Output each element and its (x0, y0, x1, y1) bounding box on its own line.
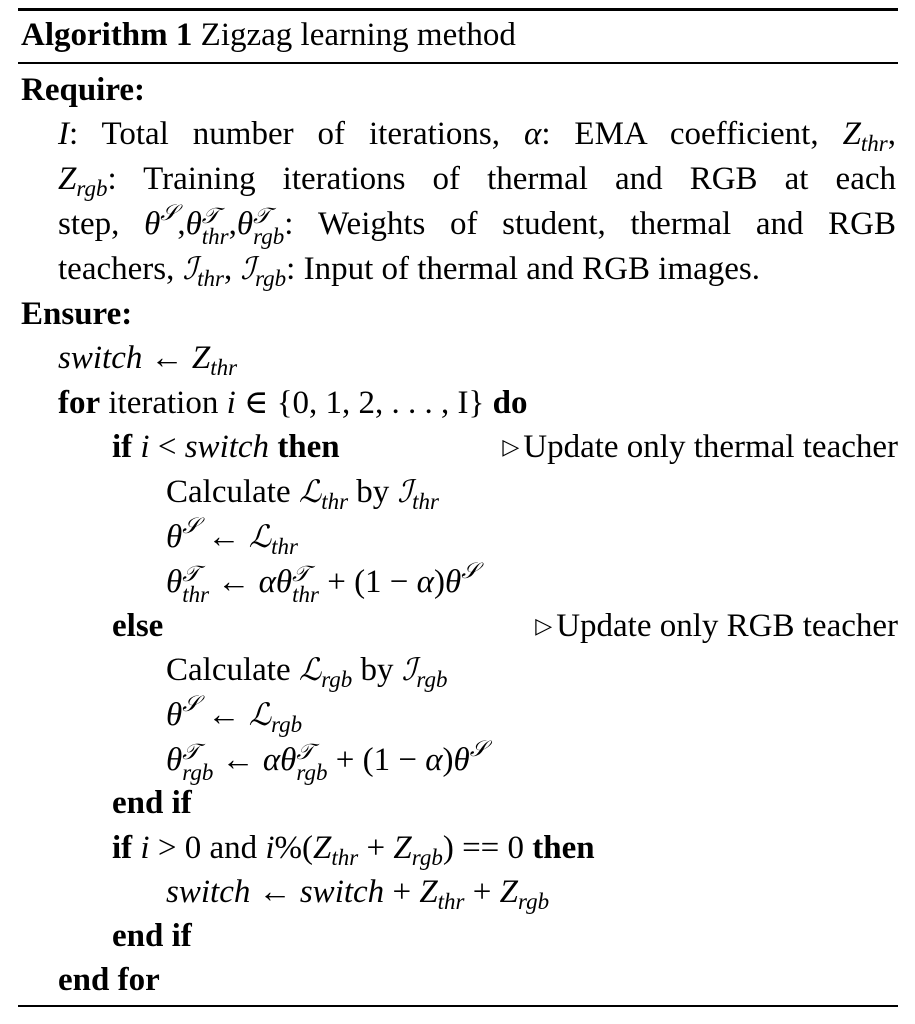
require-desc-I: : Total number of iterations, (69, 116, 501, 152)
ensure-label-line (21, 292, 915, 336)
require-desc-input: : Input of thermal and RGB images. (286, 251, 760, 287)
end-if-line-1 (112, 781, 915, 825)
algorithm-title-line (21, 13, 915, 57)
student-rgb-line: $\theta^𝒮$ ← ℒ$_{rgb}$ (166, 692, 303, 737)
calc-thr-line: Calculate ℒ$_{thr}$ by ℐ$_{thr}$ (166, 474, 439, 514)
kw-calculate-1: Calculate (166, 474, 291, 510)
if-switch-line: if i < switch then ▷ Update only thermal teacher (112, 425, 915, 469)
for-line: for iteration i ∈ {0, 1, 2, . . . , I} do (58, 385, 528, 421)
require-desc-step: step, (58, 206, 120, 242)
switch-init-line: switch ← $Z_{thr}$ (58, 340, 238, 380)
kw-and: and (209, 830, 258, 866)
else-line (112, 604, 915, 648)
switch-var: switch (58, 340, 143, 376)
student-thr-line: $\theta^𝒮$ ← ℒ$_{thr}$ (166, 514, 298, 559)
switch-var-4: switch (299, 874, 385, 910)
switch-var-2: switch (184, 429, 270, 465)
kw-by-2: by (360, 652, 394, 688)
top-rule (18, 8, 898, 11)
kw-then-2: then (532, 830, 595, 866)
title-rule (18, 62, 898, 64)
kw-end-if-1: end if (112, 785, 192, 821)
if-mod-line: if i > 0 and $i\%(Z_{thr} + Z_{rgb}) == 0$ then (112, 830, 595, 870)
kw-then-1: then (277, 429, 340, 465)
switch-var-3: switch (166, 874, 251, 910)
kw-end-for: end for (58, 962, 160, 998)
kw-calculate-2: Calculate (166, 652, 291, 688)
end-if-line-2 (112, 914, 915, 958)
require-label: Require: (21, 72, 146, 108)
ensure-label: Ensure: (21, 296, 133, 332)
require-line-4: teachers, ℐ$_{thr}$, ℐ$_{rgb}$: Input of thermal and RGB images. (58, 251, 760, 291)
comment-rgb: ▷ Update only RGB teacher (535, 608, 898, 644)
kw-by-1: by (356, 474, 390, 510)
kw-if-2: if (112, 830, 133, 866)
end-for-line (58, 958, 915, 1002)
bottom-rule (18, 1005, 898, 1007)
algorithm-title: Zigzag learning method (200, 17, 516, 53)
require-desc-theta: : Weights of student, thermal and RGB (284, 206, 896, 242)
require-line-3: step, $\theta^𝒮,\theta$ 𝒯 thr ,θ 𝒯 rgb : Weights of student, thermal and RGB (58, 201, 896, 249)
kw-if-1: if (112, 429, 133, 465)
kw-end-if-2: end if (112, 918, 192, 954)
kw-for: for (58, 385, 101, 421)
kw-else: else (112, 608, 164, 644)
require-desc-Z: : Training iterations of thermal and RGB at each (107, 161, 896, 197)
comment-thermal: ▷ Update only thermal teacher (502, 429, 898, 465)
kw-iteration: iteration (108, 385, 219, 421)
require-label-line (21, 68, 915, 112)
require-desc-alpha: : EMA coefficient, (541, 116, 819, 152)
triangle-icon: ▷ (502, 434, 520, 459)
kw-do: do (492, 385, 528, 421)
triangle-icon-2: ▷ (535, 613, 553, 638)
calc-rgb-line: Calculate ℒ$_{rgb}$ by ℐ$_{rgb}$ (166, 652, 448, 692)
require-line-1: I: Total number of iterations, α: EMA coefficient, $Z_{thr}$, (58, 116, 897, 156)
algorithm-label: Algorithm 1 (21, 17, 193, 53)
ema-rgb-line: θ 𝒯 rgb ← αθ 𝒯 rgb + $(1 - \alpha)\theta^𝒮$ (166, 737, 487, 785)
require-line-2: $Z_{rgb}$: Training iterations of thermal and RGB at each (58, 161, 896, 201)
require-desc-teachers: teachers, (58, 251, 175, 287)
switch-update-line: switch ← switch + $Z_{thr} + Z_{rgb}$ (166, 874, 550, 914)
ema-thr-line: θ 𝒯 thr ← αθ 𝒯 thr + $(1 - \alpha)\theta^𝒮$ (166, 559, 479, 607)
iteration-set: {0, 1, 2, . . . , I} (276, 385, 485, 421)
